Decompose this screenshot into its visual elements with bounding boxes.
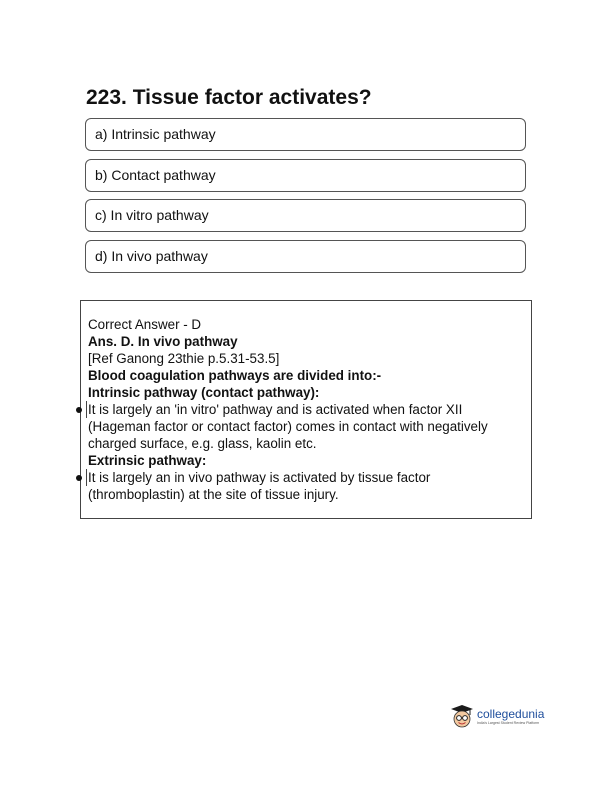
reference: [Ref Ganong 23thie p.5.31-53.5] xyxy=(88,351,280,366)
option-b[interactable]: b) Contact pathway xyxy=(85,159,526,192)
intrinsic-heading: Intrinsic pathway (contact pathway): xyxy=(88,385,320,400)
student-mascot-icon xyxy=(451,705,473,729)
extrinsic-line-2: (thromboplastin) at the site of tissue injury. xyxy=(88,487,339,502)
bullet-icon xyxy=(76,407,82,413)
answer-statement: Ans. D. In vivo pathway xyxy=(88,334,238,349)
question-title: 223. Tissue factor activates? xyxy=(86,86,372,109)
answer-box xyxy=(80,300,532,519)
intrinsic-line-2: (Hageman factor or contact factor) comes in contact with negatively xyxy=(88,419,488,434)
bullet-icon xyxy=(76,475,82,481)
answer-content xyxy=(88,316,523,503)
intrinsic-line-1: It is largely an 'in vitro' pathway and is activated when factor XII xyxy=(88,402,463,417)
option-d[interactable]: d) In vivo pathway xyxy=(85,240,526,273)
collegedunia-logo[interactable] xyxy=(451,705,544,729)
extrinsic-bullet xyxy=(88,469,523,486)
logo-name: collegedunia xyxy=(477,707,545,721)
logo-tagline: India's Largest Student Review Platform xyxy=(477,721,540,725)
coagulation-heading: Blood coagulation pathways are divided into:- xyxy=(88,368,382,383)
bullet-bar xyxy=(86,469,87,486)
option-a[interactable]: a) Intrinsic pathway xyxy=(85,118,526,151)
extrinsic-line-1: It is largely an in vivo pathway is activated by tissue factor xyxy=(88,470,431,485)
logo-text xyxy=(477,708,544,726)
intrinsic-bullet xyxy=(88,401,523,418)
option-c[interactable]: c) In vitro pathway xyxy=(85,199,526,232)
correct-answer: Correct Answer - D xyxy=(88,317,202,332)
intrinsic-line-3: charged surface, e.g. glass, kaolin etc. xyxy=(88,436,317,451)
extrinsic-heading: Extrinsic pathway: xyxy=(88,453,207,468)
bullet-bar xyxy=(86,401,87,418)
options-list xyxy=(85,118,526,280)
